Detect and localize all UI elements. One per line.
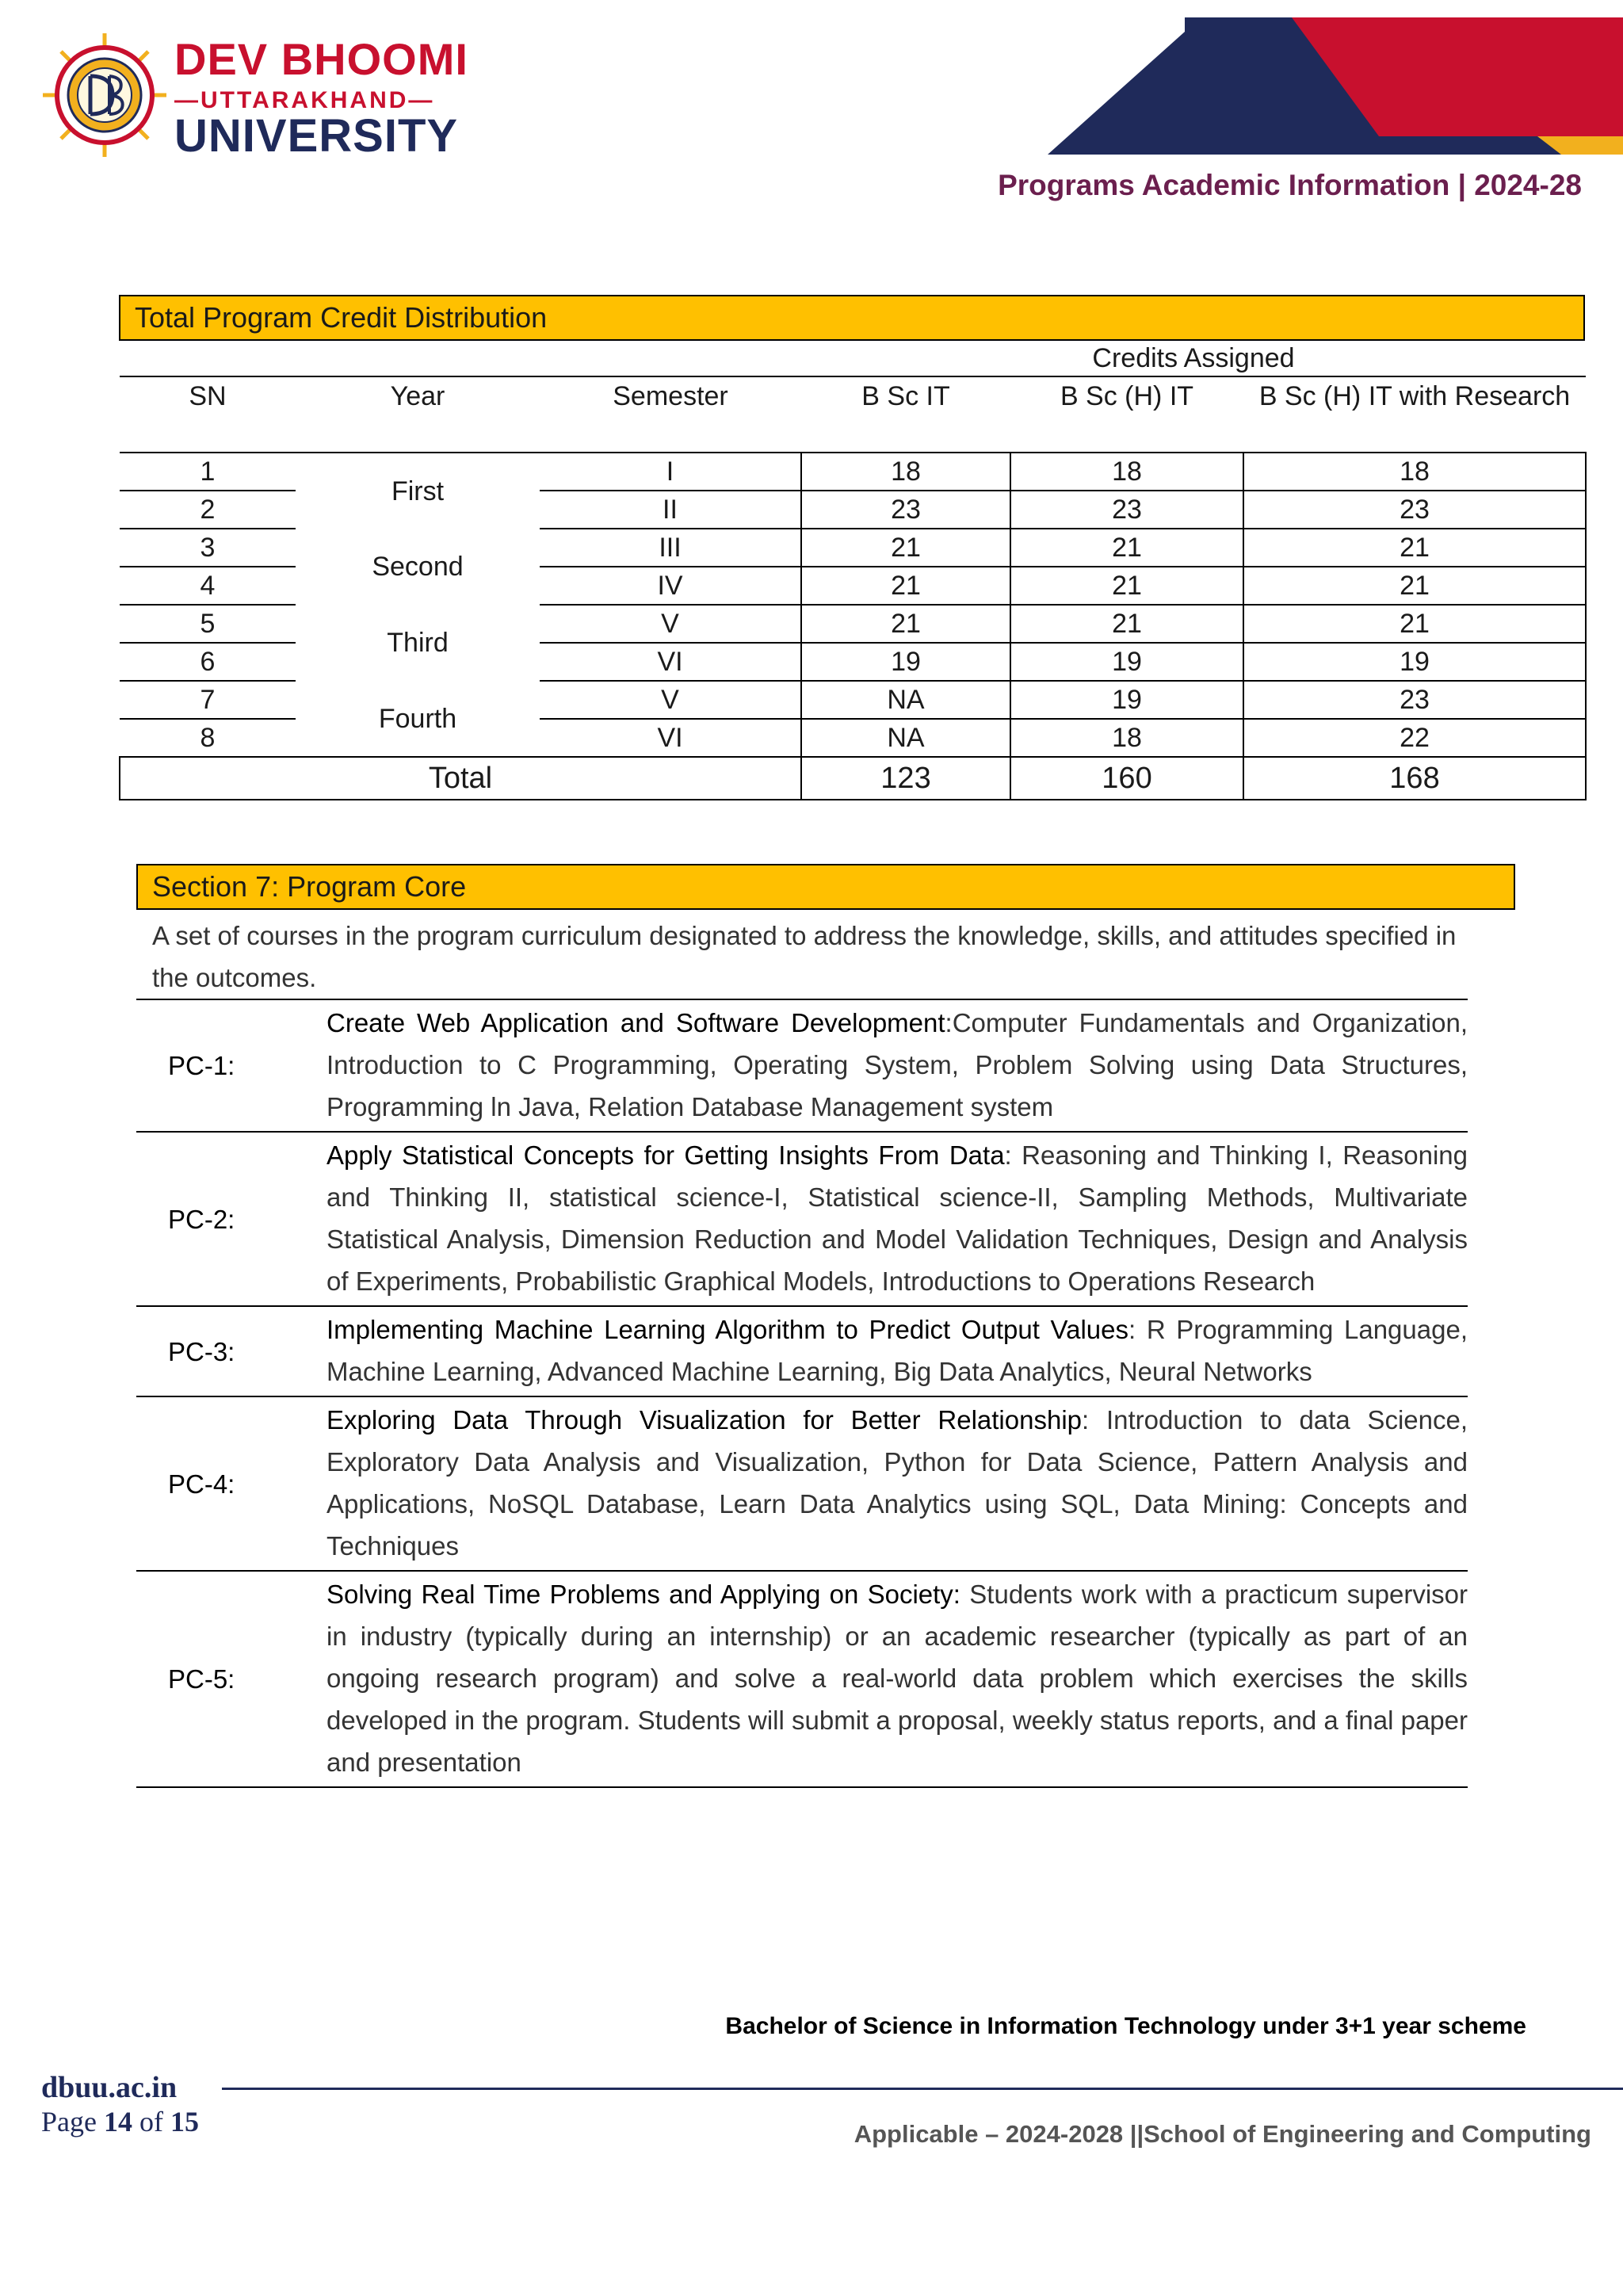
- core-item-row: [136, 999, 1468, 1132]
- core-item-code: PC-3:: [136, 1306, 327, 1396]
- program-core-table: [136, 999, 1468, 1788]
- footer-page-number: [41, 2105, 199, 2138]
- cell-bsc-it: NA: [801, 719, 1010, 757]
- footer-program-name: Bachelor of Science in Information Technology under 3+1 year scheme: [725, 2013, 1526, 2039]
- cell-bsc-it: 23: [801, 491, 1010, 529]
- credit-distribution-section: [119, 295, 1585, 800]
- core-item-code: PC-1:: [136, 999, 327, 1132]
- table-row: [120, 529, 1586, 567]
- table-header-row: [120, 376, 1586, 453]
- column-header-year: Year: [390, 381, 445, 411]
- cell-year: First: [296, 453, 540, 529]
- core-item-row: [136, 1132, 1468, 1306]
- table-total-row: [120, 757, 1586, 800]
- cell-bsc-h-it-research: 21: [1243, 567, 1586, 605]
- core-item-title: Solving Real Time Problems and Applying on Society:: [327, 1580, 960, 1609]
- cell-sn: 5: [120, 605, 296, 643]
- cell-bsc-h-it: 23: [1010, 491, 1243, 529]
- core-item-row: [136, 1306, 1468, 1396]
- column-header-semester: Semester: [613, 381, 728, 411]
- cell-bsc-h-it-research: 23: [1243, 491, 1586, 529]
- core-item-code: PC-5:: [136, 1571, 327, 1787]
- cell-bsc-it: 19: [801, 643, 1010, 681]
- cell-bsc-h-it: 21: [1010, 567, 1243, 605]
- footer-applicable-text: Applicable – 2024-2028 ||School of Engineering and Computing: [854, 2120, 1591, 2148]
- page-current: 14: [103, 2106, 132, 2137]
- cell-semester: II: [540, 491, 801, 529]
- cell-year: Fourth: [378, 703, 457, 734]
- cell-sn: 2: [120, 491, 296, 529]
- cell-bsc-it: 21: [801, 529, 1010, 567]
- cell-sn: 3: [120, 529, 296, 567]
- credit-distribution-table: [119, 341, 1587, 800]
- university-logo: [41, 32, 485, 162]
- cell-bsc-h-it: 18: [1010, 719, 1243, 757]
- core-item-text: [327, 1571, 1468, 1787]
- cell-semester: III: [540, 529, 801, 567]
- cell-sn: 1: [120, 453, 296, 491]
- cell-sn: 4: [120, 567, 296, 605]
- cell-year: Second: [372, 552, 464, 582]
- logo-text-university: UNIVERSITY: [174, 110, 459, 162]
- credit-section-title: Total Program Credit Distribution: [119, 295, 1585, 341]
- logo-text-dev-bhoomi: DEV BHOOMI: [174, 34, 468, 84]
- cell-bsc-it: 18: [801, 453, 1010, 491]
- credits-assigned-header: Credits Assigned: [801, 341, 1586, 376]
- header-banner-graphic: [1030, 0, 1623, 159]
- core-section-title: Section 7: Program Core: [136, 864, 1515, 910]
- university-seal-icon: [41, 32, 168, 159]
- cell-bsc-h-it-research: 21: [1243, 605, 1586, 643]
- core-item-code: PC-4:: [136, 1396, 327, 1571]
- cell-bsc-h-it-research: 23: [1243, 681, 1586, 719]
- core-item-title: Create Web Application and Software Development: [327, 1008, 945, 1037]
- column-header-bsc-it: B Sc IT: [861, 381, 950, 411]
- cell-semester: IV: [540, 567, 801, 605]
- core-item-text: [327, 1306, 1468, 1396]
- core-item-code: PC-2:: [136, 1132, 327, 1306]
- core-item-text: [327, 1396, 1468, 1571]
- core-item-body: R Programming Language, Machine Learning, Advanced Machine Learning, Big Data Analytics, Neural Networks: [327, 1315, 1468, 1386]
- core-item-sep: [960, 1580, 969, 1609]
- cell-sn: 7: [120, 681, 296, 719]
- cell-bsc-h-it: 21: [1010, 529, 1243, 567]
- page-prefix: Page: [41, 2106, 104, 2137]
- cell-bsc-h-it-research: 22: [1243, 719, 1586, 757]
- cell-bsc-h-it-research: 21: [1243, 529, 1586, 567]
- core-item-title: Exploring Data Through Visualization for Better Relationship: [327, 1405, 1083, 1435]
- page-total: 15: [170, 2106, 199, 2137]
- core-item-body: Introduction to data Science, Exploratory Data Analysis and Visualization, Python for Data Science, Pattern Analysis and Applications, NoSQL Database, Learn Data Analytics using SQL, Data Mining: Concepts and Techniques: [327, 1405, 1468, 1561]
- cell-semester: V: [540, 681, 801, 719]
- total-label: Total: [120, 757, 801, 800]
- cell-semester: VI: [540, 643, 801, 681]
- column-header-bsc-h-it: B Sc (H) IT: [1060, 381, 1194, 411]
- cell-bsc-it: 21: [801, 605, 1010, 643]
- core-item-body: Reasoning and Thinking I, Reasoning and Thinking II, statistical science-I, Statistical science-II, Sampling Methods, Multivariate Statistical Analysis, Dimension Reduction and Model Validation Techniques, Design and Analysis of Experiments, Probabilistic Graphical Models, Introductions to Operations Research: [327, 1140, 1468, 1296]
- cell-semester: V: [540, 605, 801, 643]
- page-of: of: [132, 2106, 170, 2137]
- core-item-body: Students work with a practicum supervisor in industry (typically during an internship) or an academic researcher (typically as part of an ongoing research program) and solve a real-world data problem which exercises the skills developed in the program. Students will submit a proposal, weekly status reports, and a final paper and presentation: [327, 1580, 1468, 1777]
- table-row: [120, 453, 1586, 491]
- cell-year: Third: [387, 628, 449, 658]
- total-bsc-h-it-research: 168: [1243, 757, 1586, 800]
- logo-text-uttarakhand: —UTTARAKHAND—: [174, 87, 435, 113]
- cell-bsc-h-it-research: 18: [1243, 453, 1586, 491]
- cell-bsc-h-it: 21: [1010, 605, 1243, 643]
- core-item-text: [327, 1132, 1468, 1306]
- core-item-sep: :: [1004, 1140, 1022, 1170]
- cell-sn: 6: [120, 643, 296, 681]
- cell-bsc-it: 21: [801, 567, 1010, 605]
- table-row: [120, 681, 1586, 719]
- cell-bsc-h-it: 19: [1010, 681, 1243, 719]
- cell-bsc-h-it: 19: [1010, 643, 1243, 681]
- program-core-section: [136, 864, 1515, 1788]
- core-section-description: A set of courses in the program curriculum designated to address the knowledge, skills, and attitudes specified in the outcomes.: [152, 921, 1457, 992]
- cell-semester: I: [540, 453, 801, 491]
- core-item-body: Computer Fundamentals and Organization, Introduction to C Programming, Operating System, Problem Solving using Data Structures, Programming ln Java, Relation Database Management system: [327, 1008, 1468, 1121]
- total-bsc-h-it: 160: [1010, 757, 1243, 800]
- column-header-sn: SN: [189, 381, 227, 411]
- cell-sn: 8: [120, 719, 296, 757]
- cell-bsc-h-it: 18: [1010, 453, 1243, 491]
- cell-bsc-it: NA: [801, 681, 1010, 719]
- core-item-row: [136, 1571, 1468, 1787]
- core-item-sep: :: [1128, 1315, 1147, 1344]
- footer-divider: [222, 2088, 1623, 2090]
- core-item-title: Apply Statistical Concepts for Getting Insights From Data: [327, 1140, 1005, 1170]
- cell-bsc-h-it-research: 19: [1243, 643, 1586, 681]
- core-item-sep: :: [945, 1008, 953, 1037]
- core-item-title: Implementing Machine Learning Algorithm to Predict Output Values: [327, 1315, 1129, 1344]
- column-header-bsc-h-it-research: B Sc (H) IT with Research: [1258, 381, 1571, 411]
- table-row: [120, 605, 1586, 643]
- total-bsc-it: 123: [801, 757, 1010, 800]
- core-item-sep: :: [1082, 1405, 1106, 1435]
- cell-semester: VI: [540, 719, 801, 757]
- program-title: Programs Academic Information | 2024-28: [998, 169, 1582, 201]
- core-item-text: [327, 999, 1468, 1132]
- core-item-row: [136, 1396, 1468, 1571]
- footer-website-link[interactable]: dbuu.ac.in: [41, 2071, 178, 2104]
